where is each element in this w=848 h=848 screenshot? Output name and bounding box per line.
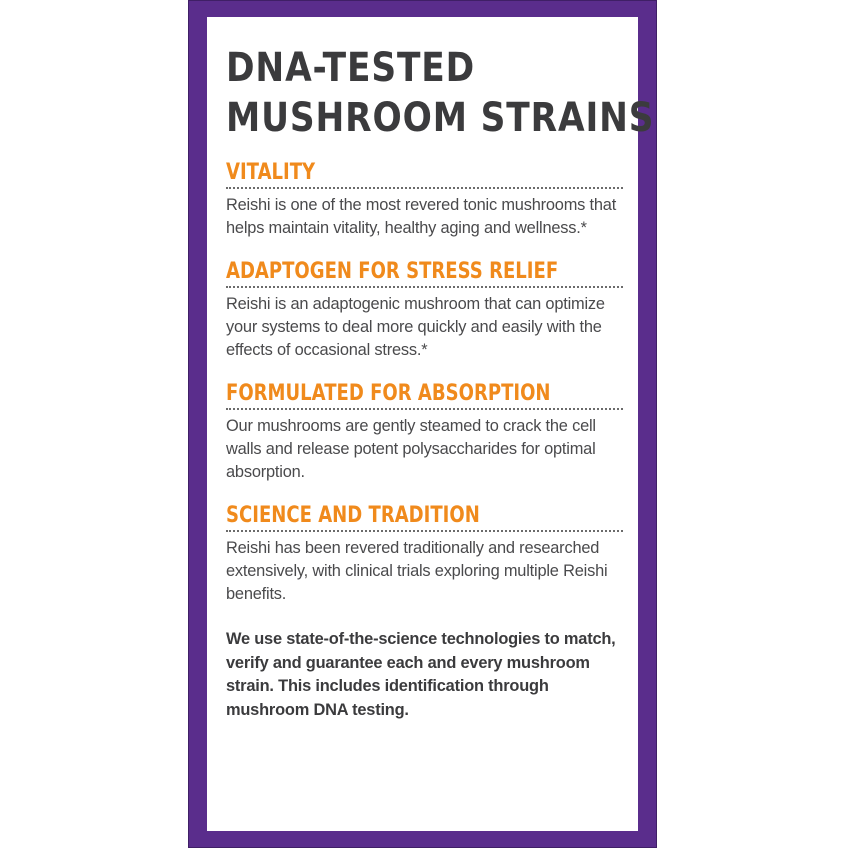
section-vitality — [226, 159, 623, 240]
section-science — [226, 502, 623, 606]
section-body: Our mushrooms are gently steamed to crack the cell walls and release potent polysaccharides for optimal absorption. — [226, 417, 596, 481]
section-title: SCIENCE AND TRADITION — [226, 503, 480, 528]
panel-content — [226, 43, 655, 738]
section-title: FORMULATED FOR ABSORPTION — [226, 381, 551, 406]
section-body: Reishi is an adaptogenic mushroom that can optimize your systems to deal more quickly and easily with the effects of occasional stress.* — [226, 295, 605, 359]
section-title: VITALITY — [226, 160, 316, 185]
info-panel — [207, 17, 655, 831]
dotted-divider — [226, 187, 623, 189]
headline — [226, 43, 655, 143]
closing-statement: We use state-of-the-science technologies to match, verify and guarantee each and every mushroom strain. This includes identification through mushroom DNA testing. — [226, 630, 616, 719]
section-body: Reishi is one of the most revered tonic mushrooms that helps maintain vitality, healthy aging and wellness.* — [226, 196, 617, 237]
headline-line-1: DNA-TESTED — [226, 45, 476, 91]
dotted-divider — [226, 408, 623, 410]
dotted-divider — [226, 530, 623, 532]
section-adaptogen — [226, 258, 623, 362]
dotted-divider — [226, 286, 623, 288]
section-absorption — [226, 380, 623, 484]
headline-line-2: MUSHROOM STRAINS — [226, 95, 655, 141]
section-title: ADAPTOGEN FOR STRESS RELIEF — [226, 259, 559, 284]
purple-frame — [188, 0, 657, 848]
section-body: Reishi has been revered traditionally and researched extensively, with clinical trials exploring multiple Reishi benefits. — [226, 539, 608, 603]
